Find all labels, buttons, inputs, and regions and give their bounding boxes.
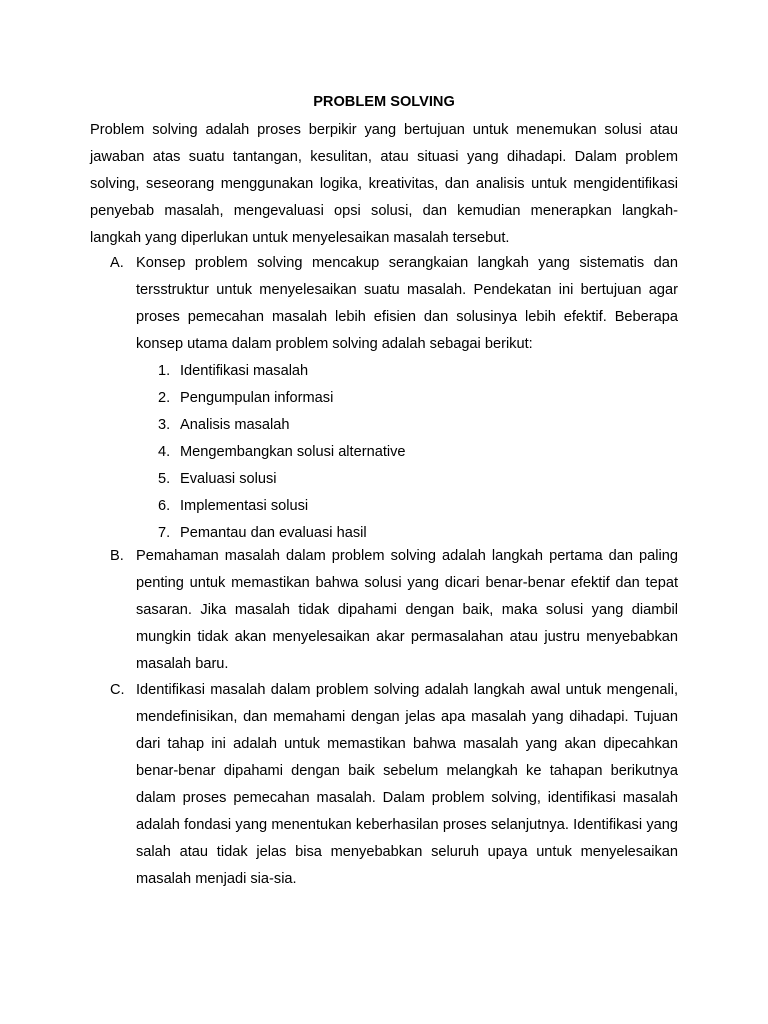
list-number: 3. [158, 417, 171, 433]
section-a [110, 250, 678, 547]
list-number: 6. [158, 498, 171, 514]
steps-list [132, 358, 678, 547]
list-text: Identifikasi masalah [180, 363, 309, 379]
list-item [132, 439, 678, 466]
section-text: Identifikasi masalah dalam problem solving adalah langkah awal untuk mengenali, mendefinisikan, dan memahami dengan jelas apa masalah yang dihadapi. Tujuan dari tahap ini adalah untuk memastikan bahwa masalah yang akan dipecahkan benar-benar dipahami dengan baik sebelum melangkah ke tahapan berikutnya dalam proses pemecahan masalah. Dalam problem solving, identifikasi masalah adalah fondasi yang menentukan keberhasilan proses selanjutnya. Identifikasi yang salah atau tidak jelas bisa menyebabkan seluruh upaya untuk menyelesaikan masalah menjadi sia-sia. [136, 682, 678, 887]
section-letter: A. [110, 255, 124, 271]
list-text: Analisis masalah [180, 417, 290, 433]
document-title: PROBLEM SOLVING [313, 94, 455, 110]
list-number: 7. [158, 525, 171, 541]
list-text: Mengembangkan solusi alternative [180, 444, 406, 460]
intro-paragraph: Problem solving adalah proses berpikir yang bertujuan untuk menemukan solusi atau jawaban atas suatu tantangan, kesulitan, atau situasi yang dihadapi. Dalam problem solving, seseorang menggunakan logika, kreativitas, dan analisis untuk mengidentifikasi penyebab masalah, mengevaluasi opsi solusi, dan kemudian menerapkan langkah-langkah yang diperlukan untuk menyelesaikan masalah tersebut. [90, 122, 678, 246]
list-number: 4. [158, 444, 171, 460]
section-c [110, 677, 678, 893]
list-text: Implementasi solusi [180, 498, 309, 514]
section-b [110, 543, 678, 678]
list-number: 2. [158, 390, 171, 406]
section-text: Konsep problem solving mencakup serangkaian langkah yang sistematis dan tersstruktur untuk menyelesaikan suatu masalah. Pendekatan ini bertujuan agar proses pemecahan masalah lebih efisien dan solusinya lebih efektif. Beberapa konsep utama dalam problem solving adalah sebagai berikut: [136, 255, 678, 352]
list-item [132, 493, 678, 520]
list-item [132, 385, 678, 412]
section-letter: B. [110, 548, 124, 564]
list-item [132, 466, 678, 493]
section-letter: C. [110, 682, 125, 698]
list-text: Evaluasi solusi [180, 471, 277, 487]
list-text: Pengumpulan informasi [180, 390, 334, 406]
list-item [132, 412, 678, 439]
list-item [132, 358, 678, 385]
list-number: 1. [158, 363, 171, 379]
section-text: Pemahaman masalah dalam problem solving adalah langkah pertama dan paling penting untuk memastikan bahwa solusi yang dicari benar-benar efektif dan tepat sasaran. Jika masalah tidak dipahami dengan baik, maka solusi yang diambil mungkin tidak akan menyelesaikan akar permasalahan atau justru menyebabkan masalah baru. [136, 548, 678, 672]
list-text: Pemantau dan evaluasi hasil [180, 525, 367, 541]
list-number: 5. [158, 471, 171, 487]
